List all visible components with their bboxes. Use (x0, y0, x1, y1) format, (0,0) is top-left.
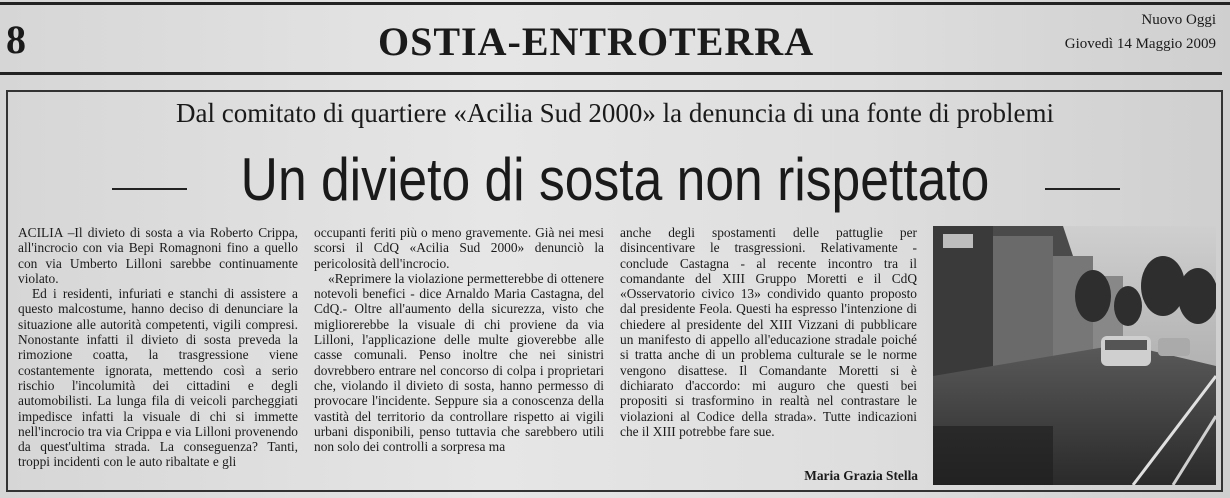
article-kicker: Dal comitato di quartiere «Acilia Sud 2000» la denuncia di una fonte di problemi (175, 98, 1054, 128)
paragraph: Ed i residenti, infuriati e stanchi di assistere a questo malcostume, hanno deciso di denunciare la situazione alle autorità competenti, vigili compresi. Nonostante infatti il divieto di sosta preveda la rimozione coatta, la trasgressione viene costantemente ignorata, mettendo così a serio rischio l'incolumità dei cittadini e degli automobilisti. La lunga fila di veicoli parcheggiati impedisce infatti la visuale di chi si immette nell'incrocio tra via Crippa e via Lilloni provenendo da quest'ultima strada. La conseguenza? Tanti, troppi incidenti con le auto ribaltate e gli (18, 286, 298, 470)
paragraph: anche degli spostamenti delle pattuglie per disincentivare le trasgressioni. Relativamente - conclude Castagna - al recente incontro tra il comandante del XIII Gruppo Moretti e il CdQ «Osservatorio civico 13» condivido quanto proposto dal presidente Feola. Questi ha espresso l'intenzione di chiedere al presidente del XIII Vizzani di pubblicare un manifesto di appello all'educazione stradale poiché si tratta anche di un problema culturale se le norme vengono disattese. Il Comandante Moretti si è dichiarato d'accordo: mi auguro che questi bei propositi si trasformino in realtà nel contrastare le violazioni al Codice della strada». Tutte indicazioni che il XIII potrebbe fare sue. (620, 225, 917, 439)
article-column-3 (620, 225, 917, 439)
issue-date: Giovedì 14 Maggio 2009 (1064, 36, 1216, 52)
street-photo (933, 226, 1216, 485)
paragraph: «Reprimere la violazione permetterebbe di ottenere notevoli benefici - dice Arnaldo Maria Castagna, del CdQ.- Oltre all'aumento della sicurezza, visto che migliorerebbe la visuale di chi proviene da via Lilloni, l'applicazione delle multe gioverebbe alle casse comunali. Penso inoltre che nei sinistri dovrebbero entrare nel concorso di colpa i proprietari che, violando il divieto di sosta, hanno permesso di provocare l'incidente. Seppure sia a conoscenza della vastità del territorio da controllare rispetto ai vigili urbani disponibili, penso tuttavia che sarebbero utili non solo dei controlli a sorpresa ma (314, 270, 604, 455)
article-column-1 (18, 225, 298, 470)
article-headline: Un divieto di sosta non rispettato (240, 146, 990, 213)
top-border-line (0, 2, 1230, 5)
page-number: 8 (6, 17, 26, 62)
paragraph: occupanti feriti più o meno gravemente. Già nei mesi scorsi il CdQ «Acilia Sud 2000» denunciò la pericolosità dell'incrocio. (314, 225, 604, 271)
article-column-2 (314, 225, 604, 454)
headline-dash-right (1045, 188, 1120, 190)
newspaper-name: Nuovo Oggi (1141, 12, 1216, 28)
section-title: OSTIA-ENTROTERRA (378, 19, 815, 64)
street-photo-image (933, 226, 1216, 485)
header-rule (0, 72, 1222, 75)
paragraph: ACILIA –Il divieto di sosta a via Roberto Crippa, all'incrocio con via Bepi Romagnoni fino a quello con via Umberto Lilloni sarebbe continuamente violato. (18, 225, 298, 286)
article-byline: Maria Grazia Stella (804, 468, 918, 483)
